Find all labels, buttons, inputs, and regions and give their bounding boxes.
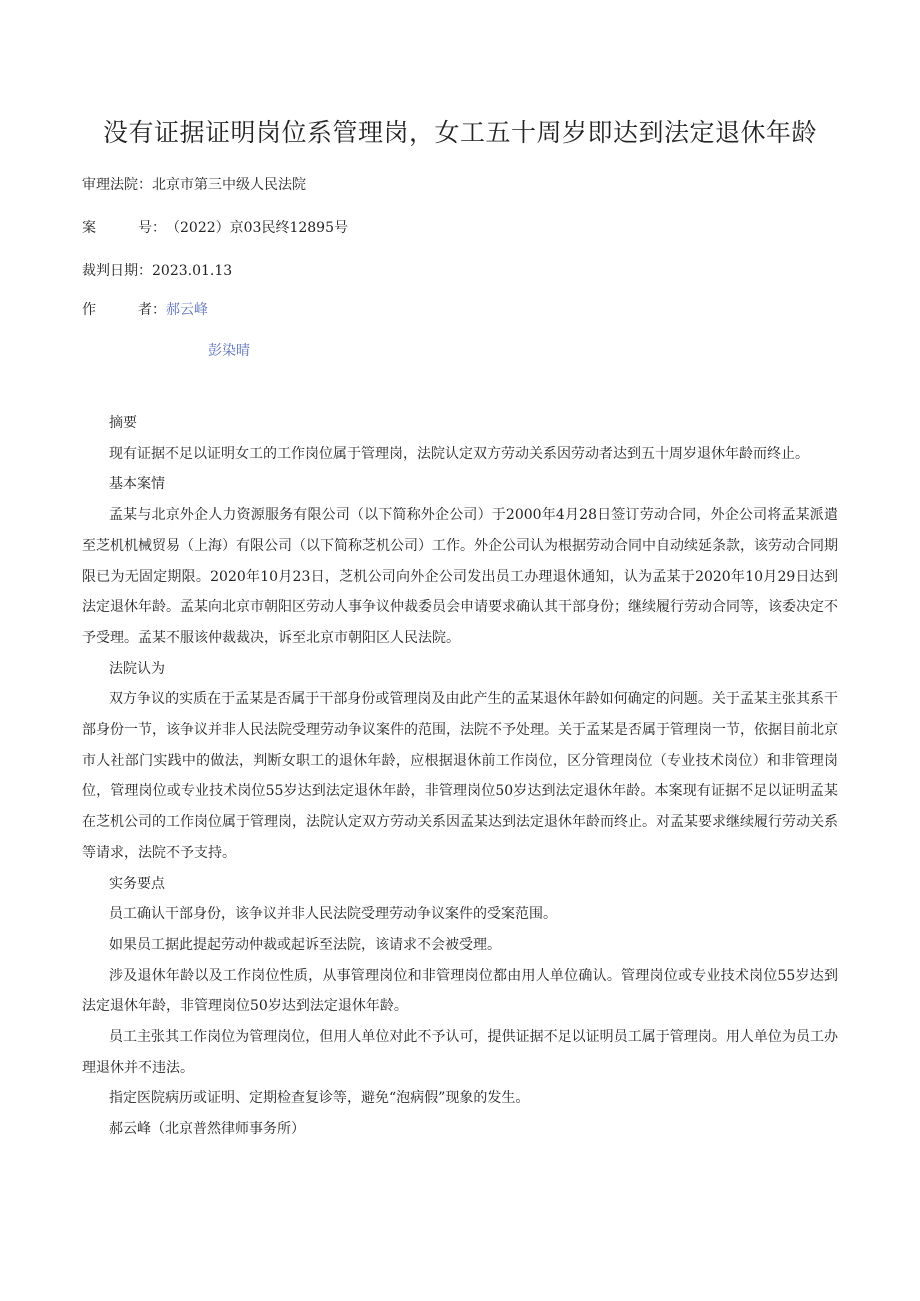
section-heading-court-opinion: 法院认为 bbox=[109, 660, 165, 677]
judgment-date-label: 裁判日期： bbox=[82, 263, 152, 279]
judgment-date-row bbox=[82, 260, 232, 280]
court-row bbox=[82, 174, 306, 194]
author-signature: 郝云峰（北京普然律师事务所） bbox=[109, 1121, 305, 1138]
case-label-char-2: 号： bbox=[138, 220, 166, 236]
section-heading-practice-points: 实务要点 bbox=[109, 875, 165, 892]
summary-paragraph: 现有证据不足以证明女工的工作岗位属于管理岗，法院认定双方劳动关系因劳动者达到五十周岁退休年龄而终止。 bbox=[109, 445, 809, 462]
author-label bbox=[82, 299, 166, 319]
case-number-value: （2022）京03民终12895号 bbox=[166, 220, 348, 236]
practice-point-1: 员工确认干部身份，该争议并非人民法院受理劳动争议案件的受案范围。 bbox=[109, 906, 557, 923]
case-label-char-1: 案 bbox=[82, 220, 96, 236]
author-row bbox=[82, 299, 208, 319]
case-number-row bbox=[82, 217, 348, 237]
author-row-2 bbox=[208, 340, 250, 360]
article-body bbox=[82, 408, 838, 1145]
author-label-char-1: 作 bbox=[82, 302, 96, 318]
page-title: 没有证据证明岗位系管理岗，女工五十周岁即达到法定退休年龄 bbox=[102, 118, 817, 147]
case-number-label bbox=[82, 217, 166, 237]
practice-point-3: 涉及退休年龄以及工作岗位性质，从事管理岗位和非管理岗位都由用人单位确认。管理岗位或专业技术岗位55岁达到法定退休年龄，非管理岗位50岁达到法定退休年龄。 bbox=[82, 967, 838, 1015]
author-link-1[interactable]: 郝云峰 bbox=[166, 302, 208, 318]
judgment-date-value: 2023.01.13 bbox=[152, 263, 233, 279]
section-heading-summary: 摘要 bbox=[109, 415, 137, 431]
case-facts-paragraph: 孟某与北京外企人力资源服务有限公司（以下简称外企公司）于2000年4月28日签订劳动合同，外企公司将孟某派遣至芝机机械贸易（上海）有限公司（以下简称芝机公司）工作。外企公司认为根据劳动合同中自动续延条款，该劳动合同期限已为无固定期限。2020年10月23日，芝机公司向外企公司发出员工办理退休通知，认为孟某于2020年10月29日达到法定退休年龄。孟某向北京市朝阳区劳动人事争议仲裁委员会申请要求确认其干部身份；继续履行劳动合同等，该委决定不予受理。孟某不服该仲裁裁决，诉至北京市朝阳区人民法院。 bbox=[82, 507, 838, 646]
practice-point-4: 员工主张其工作岗位为管理岗位，但用人单位对此不予认可，提供证据不足以证明员工属于管理岗。用人单位为员工办理退休并不违法。 bbox=[82, 1029, 838, 1076]
practice-point-5: 指定医院病历或证明、定期检查复诊等，避免“泡病假”现象的发生。 bbox=[109, 1090, 530, 1107]
practice-point-2: 如果员工据此提起劳动仲裁或起诉至法院，该请求不会被受理。 bbox=[109, 936, 501, 953]
section-heading-case-facts: 基本案情 bbox=[109, 476, 165, 493]
author-link-2[interactable]: 彭染晴 bbox=[208, 343, 250, 359]
author-label-char-2: 者： bbox=[138, 302, 166, 318]
court-opinion-paragraph: 双方争议的实质在于孟某是否属于干部身份或管理岗及由此产生的孟某退休年龄如何确定的问题。关于孟某主张其系干部身份一节，该争议并非人民法院受理劳动争议案件的范围，法院不予处理。关于孟某是否属于管理岗一节，依据目前北京市人社部门实践中的做法，判断女职工的退休年龄，应根据退休前工作岗位，区分管理岗位（专业技术岗位）和非管理岗位，管理岗位或专业技术岗位55岁达到法定退休年龄，非管理岗位50岁达到法定退休年龄。本案现有证据不足以证明孟某在芝机公司的工作岗位属于管理岗，法院认定双方劳动关系因孟某达到法定退休年龄而终止。对孟某要求继续履行劳动关系等请求，法院不予支持。 bbox=[82, 691, 838, 861]
court-label: 审理法院： bbox=[82, 177, 152, 193]
court-value: 北京市第三中级人民法院 bbox=[152, 177, 306, 193]
